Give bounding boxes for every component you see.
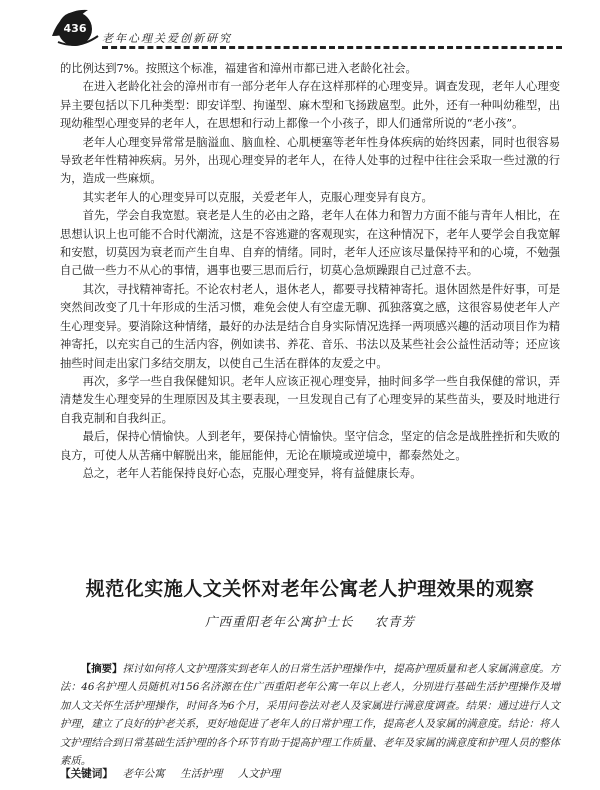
keyword: 老年公寓 (122, 768, 165, 780)
abstract (60, 660, 560, 770)
keyword: 生活护理 (180, 768, 223, 780)
header-rule (102, 46, 562, 49)
paragraph: 其实老年人的心理变异可以克服，关爱老年人，克服心理变异有良方。 (82, 190, 433, 204)
body-text (60, 60, 560, 483)
abstract-text: 探讨如何将人文护理落实到老年人的日常生活护理操作中，提高护理质量和老人家属满意度。方法：46名护理人员随机对156名济源在住广西重阳老年公寓一年以上老人，分别进行基础生活护理操作及增加人文关怀生活护理操作，时间各为6个月，采用问卷法对老人及家属进行满意度调查。结果：通过进行人文护理，建立了良好的护老关系，更好地促进了老年人的日常护理工作，提高老人及家属的满意度。结论：将人文护理结合到日常基础生活护理的各个环节有助于提高护理工作质量、老年及家属的满意度和护理人员的整体素质。 (60, 663, 560, 768)
author-name: 农青芳 (374, 614, 415, 629)
paragraph: 老年人心理变异常常是脑溢血、脑血栓、心肌梗塞等老年性身体疾病的始终因素，同时也很容易导致老年性精神疾病。另外，出现心理变异的老年人，在待人处事的过程中往往会采取一些过激的行为，造成一些麻烦。 (60, 135, 560, 186)
paragraph: 首先，学会自我宽慰。衰老是人生的必由之路，老年人在体力和智力方面不能与青年人相比，在思想认识上也可能不合时代潮流，这是不容逃避的客观现实，在这种情况下，老年人要学会自我宽解和安慰，切莫因为衰老而产生自卑、自弃的情绪。同时，老年人还应该尽量保持平和的心境，不勉强自己做一些力不从心的事情，遇事也要三思而后行，切莫心急烦躁跟自己过意不去。 (60, 209, 560, 278)
keyword: 人文护理 (237, 768, 281, 780)
paragraph: 在进入老龄化社会的漳州市有一部分老年人存在这样那样的心理变异。调查发现，老年人心理变异主要包括以下几种类型：即安详型、拘谨型、麻木型和飞扬跋扈型。此外，还有一种叫幼稚型，出现幼稚型心理变异的老年人，在思想和行动上都像一个小孩子，即人们通常所说的“老小孩”。 (60, 80, 560, 131)
article-title: 规范化实施人文关怀对老年公寓老人护理效果的观察 (85, 578, 535, 600)
paragraph: 最后，保持心情愉快。人到老年，要保持心情愉快。坚守信念，坚定的信念是战胜挫折和失败的良方，可使人从苦痛中解脱出来，能屈能伸，无论在顺境或逆境中，都泰然处之。 (60, 430, 560, 462)
keywords-label: 【关键词】 (60, 768, 113, 780)
keywords (60, 766, 560, 782)
author-affiliation: 广西重阳老年公寓护士长 (204, 614, 354, 629)
paragraph: 再次，多学一些自我保健知识。老年人应该正视心理变异，抽时间多学一些自我保健的常识，弄清楚发生心理变异的生理原因及其主要表现，一旦发现自己有了心理变异的某些苗头，要及时地进行自我克制和自我纠正。 (60, 374, 560, 425)
byline (40, 612, 580, 630)
paragraph: 其次，寻找精神寄托。不论农村老人，退休老人，都要寻找精神寄托。退休固然是件好事，可是突然间改变了几十年形成的生活习惯，难免会使人有空虚无聊、孤独落寞之感，这很容易使老年人产生心理变异。要消除这种情绪，最好的办法是结合自身实际情况选择一两项感兴趣的活动项目作为精神寄托，以充实自己的生活内容，例如读书、养花、音乐、书法以及某些社会公益性活动等；还应该抽些时间走出家门多结交朋友，以使自己生活在群体的友爱之中。 (60, 282, 560, 370)
abstract-label: 【摘要】 (80, 663, 123, 675)
journal-title: 老年心理关爱创新研究 (102, 32, 232, 45)
paragraph: 总之，老年人若能保持良好心态，克服心理变异，将有益健康长寿。 (82, 466, 422, 480)
page-number: 436 (58, 12, 92, 46)
paragraph: 的比例达到7%。按照这个标准，福建省和漳州市都已进入老龄化社会。 (60, 62, 417, 75)
page-header (0, 0, 600, 58)
